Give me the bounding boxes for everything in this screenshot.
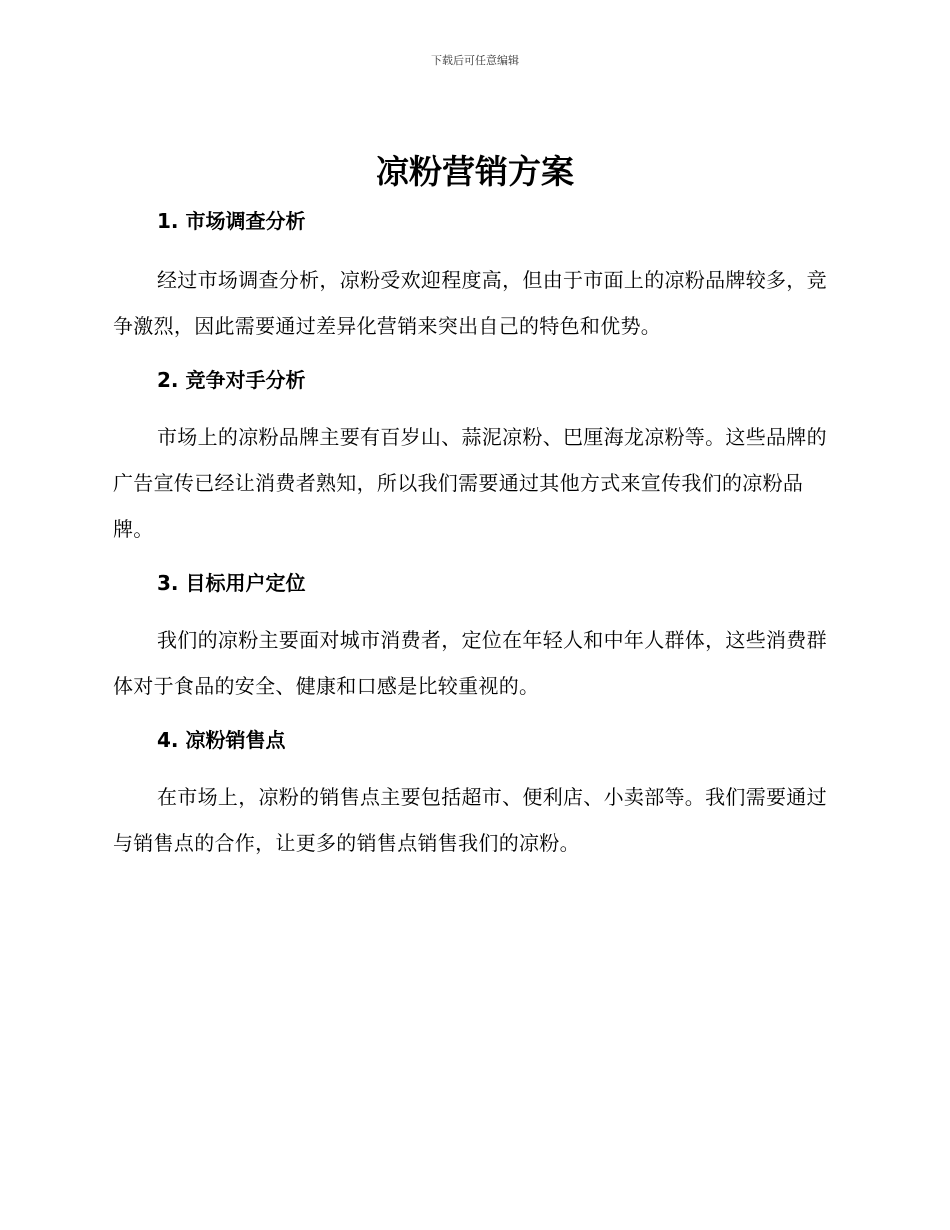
section-target-users [113, 564, 833, 709]
section-heading: 2. 竞争对手分析 [157, 368, 306, 392]
section-paragraph: 我们的凉粉主要面对城市消费者，定位在年轻人和中年人群体，这些消费群体对于食品的安全、健康和口感是比较重视的。 [113, 628, 827, 698]
document-body [113, 202, 833, 866]
section-paragraph: 经过市场调查分析，凉粉受欢迎程度高，但由于市面上的凉粉品牌较多，竞争激烈，因此需要通过差异化营销来突出自己的特色和优势。 [113, 268, 827, 338]
section-heading: 3. 目标用户定位 [157, 571, 306, 595]
section-heading: 4. 凉粉销售点 [157, 728, 286, 752]
section-paragraph: 市场上的凉粉品牌主要有百岁山、蒜泥凉粉、巴厘海龙凉粉等。这些品牌的广告宣传已经让消费者熟知，所以我们需要通过其他方式来宣传我们的凉粉品牌。 [113, 425, 827, 541]
section-market-research [113, 202, 833, 349]
section-sales-points [113, 721, 833, 866]
section-heading: 1. 市场调查分析 [157, 209, 306, 233]
section-competitor-analysis [113, 361, 833, 552]
page-header-note: 下载后可任意编辑 [431, 54, 519, 67]
document-title: 凉粉营销方案 [376, 152, 574, 191]
section-paragraph: 在市场上，凉粉的销售点主要包括超市、便利店、小卖部等。我们需要通过与销售点的合作，让更多的销售点销售我们的凉粉。 [113, 785, 827, 855]
